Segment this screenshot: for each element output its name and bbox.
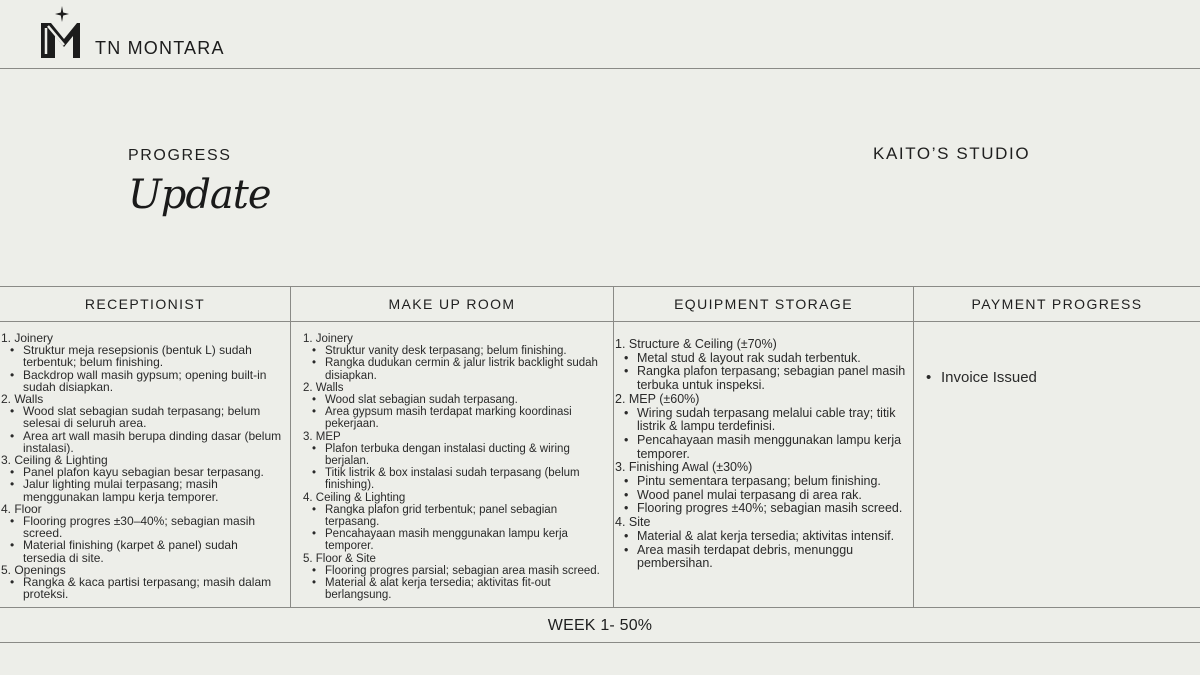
list-item [1, 564, 283, 601]
equipment-storage-cell [615, 338, 910, 571]
header-receptionist: RECEPTIONIST [84, 296, 206, 312]
header-makeup-room: MAKE UP ROOM [388, 296, 516, 312]
group-title: 3. MEP [303, 430, 341, 443]
group-title: 3. Ceiling & Lighting [1, 453, 108, 468]
group-title: 2. Walls [303, 381, 344, 394]
bullet-item: • Rangka plafon grid terbentuk; panel sebagian terpasang. [303, 504, 603, 528]
bullet-item: • Struktur vanity desk terpasang; belum finishing. [303, 345, 603, 357]
list-item [303, 553, 603, 602]
bullet-item: • Flooring progres ±30–40%; sebagian masih screed. [1, 515, 283, 539]
bullet-item: • Rangka plafon terpasang; sebagian panel masih terbuka untuk inspeksi. [615, 365, 910, 392]
bullet-item: • Struktur meja resepsionis (bentuk L) sudah terbentuk; belum finishing. [1, 344, 283, 368]
bullet-item: • Material & alat kerja tersedia; aktivitas intensif. [615, 530, 910, 544]
list-item [1, 503, 283, 564]
receptionist-cell [1, 332, 283, 600]
table-body-border [0, 607, 1200, 608]
bullet-item: • Wood panel mulai terpasang di area rak. [615, 489, 910, 503]
bullet-item: • Pencahayaan masih menggunakan lampu kerja temporer. [303, 528, 603, 552]
group-title: 3. Finishing Awal (±30%) [615, 460, 753, 475]
bullet-item: • Plafon terbuka dengan instalasi ducting & wiring berjalan. [303, 443, 603, 467]
monogram-star-logo [40, 6, 88, 62]
title-eyebrow: PROGRESS [128, 147, 232, 164]
bullet-item: • Metal stud & layout rak sudah terbentuk. [615, 352, 910, 366]
group-title: 4. Ceiling & Lighting [303, 491, 406, 504]
list-item [303, 492, 603, 553]
payment-status-item: • Invoice Issued [926, 369, 1037, 386]
list-item [1, 454, 283, 503]
bullet-item: • Rangka dudukan cermin & jalur listrik backlight sudah disiapkan. [303, 357, 603, 381]
group-title: 5. Openings [1, 562, 66, 577]
bullet-item: • Material & alat kerja tersedia; aktivitas fit-out berlangsung. [303, 577, 603, 601]
list-item [615, 338, 910, 393]
bullet-item: • Area art wall masih berupa dinding dasar (belum instalasi). [1, 430, 283, 454]
bullet-item: • Rangka & kaca partisi terpasang; masih dalam proteksi. [1, 576, 283, 600]
bullet-item: • Backdrop wall masih gypsum; opening built-in sudah disiapkan. [1, 369, 283, 393]
group-title: 4. Site [615, 515, 651, 530]
header-divider [0, 68, 1200, 69]
bullet-item: • Wiring sudah terpasang melalui cable tray; titik listrik & lampu terdefinisi. [615, 407, 910, 434]
bullet-item: • Wood slat sebagian sudah terpasang. [303, 394, 603, 406]
column-divider [290, 286, 291, 607]
group-title: 1. Structure & Ceiling (±70%) [615, 337, 777, 351]
page-title: Update [128, 172, 271, 218]
list-item [303, 431, 603, 492]
brand [40, 6, 300, 62]
bullet-item: • Area gypsum masih terdapat marking koordinasi pekerjaan. [303, 406, 603, 430]
header-payment-progress: PAYMENT PROGRESS [971, 296, 1143, 312]
list-item [615, 461, 910, 516]
bullet-item: • Area masih terdapat debris, menunggu pembersihan. [615, 544, 910, 571]
list-item [1, 332, 283, 393]
bullet-item: • Pencahayaan masih menggunakan lampu kerja temporer. [615, 434, 910, 461]
bullet-item: • Wood slat sebagian sudah terpasang; belum selesai di seluruh area. [1, 405, 283, 429]
group-title: 4. Floor [1, 501, 42, 516]
brand-name: TN MONTARA [95, 38, 225, 58]
bullet-item: • Titik listrik & box instalasi sudah terpasang (belum finishing). [303, 467, 603, 491]
group-title: 1. Joinery [303, 333, 353, 345]
list-item [303, 333, 603, 382]
client-name: KAITO’S STUDIO [873, 144, 1031, 163]
column-divider [913, 286, 914, 607]
bullet-item: • Flooring progres ±40%; sebagian masih screed. [615, 502, 910, 516]
header-equipment-storage: EQUIPMENT STORAGE [674, 296, 853, 312]
bullet-item: • Flooring progres parsial; sebagian area masih screed. [303, 565, 603, 577]
bullet-item: • Material finishing (karpet & panel) sudah tersedia di site. [1, 539, 283, 563]
group-title: 1. Joinery [1, 331, 54, 345]
group-title: 2. MEP (±60%) [615, 391, 700, 406]
list-item [615, 393, 910, 462]
bullet-item: • Pintu sementara terpasang; belum finishing. [615, 475, 910, 489]
list-item [303, 382, 603, 431]
group-title: 5. Floor & Site [303, 552, 376, 565]
group-title: 2. Walls [1, 392, 44, 407]
payment-progress-cell [926, 369, 1037, 386]
makeup-room-cell [303, 333, 603, 601]
list-item [615, 516, 910, 571]
column-divider [613, 286, 614, 607]
bullet-item: • Jalur lighting mulai terpasang; masih menggunakan lampu kerja temporer. [1, 478, 283, 502]
list-item [1, 393, 283, 454]
bullet-item: • Panel plafon kayu sebagian besar terpasang. [1, 466, 283, 478]
week-progress-label: WEEK 1- 50% [547, 617, 653, 634]
